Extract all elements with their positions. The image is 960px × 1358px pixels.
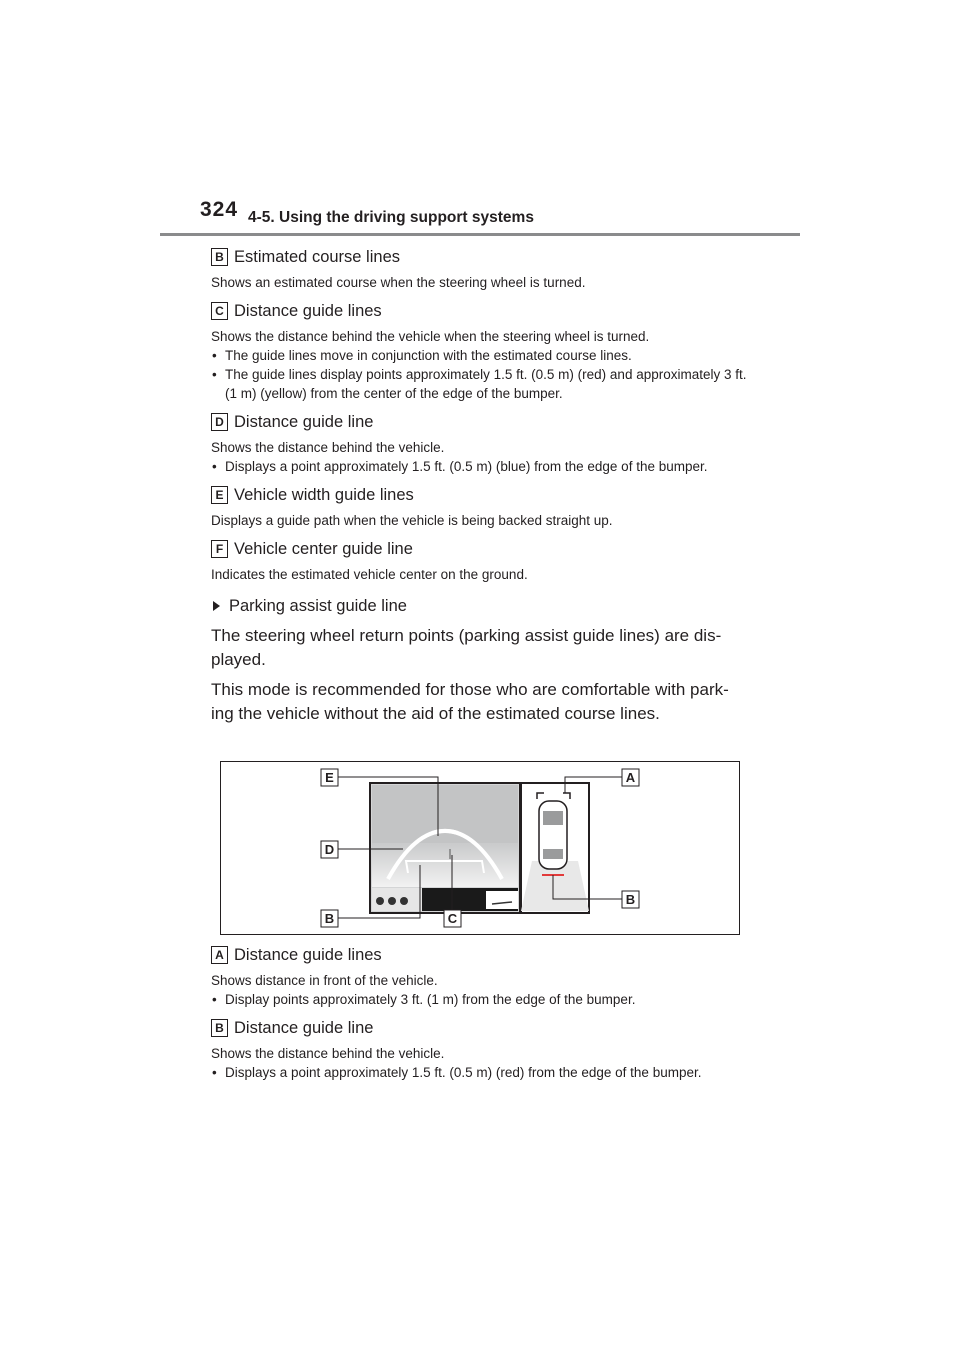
item-title: Distance guide lines xyxy=(234,301,382,320)
subsection-heading xyxy=(211,594,751,618)
mode-icon xyxy=(388,897,396,905)
callout-label-e: E xyxy=(325,770,334,785)
subsection-title: Parking assist guide line xyxy=(229,596,407,615)
item-description: Displays a guide path when the vehicle is being backed straight up. xyxy=(211,513,613,528)
item-description: Shows the distance behind the vehicle when the steering wheel is turned. xyxy=(211,329,650,344)
item-title: Distance guide line xyxy=(234,1018,374,1037)
item-title: Distance guide lines xyxy=(234,945,382,964)
item-description: Shows the distance behind the vehicle. xyxy=(211,440,445,455)
item-title: Estimated course lines xyxy=(234,247,400,266)
page-number: 324 xyxy=(200,198,239,221)
vehicle-windshield xyxy=(543,811,563,825)
item-estimated-course-lines xyxy=(211,246,751,292)
triangle-arrow-icon xyxy=(213,601,220,611)
item-description: Indicates the estimated vehicle center on the ground. xyxy=(211,567,528,582)
view-switch-panel xyxy=(486,891,518,909)
callout-label-b-bottom: B xyxy=(324,911,335,926)
letter-badge: A xyxy=(211,946,228,964)
item-rear-distance-guide-line xyxy=(211,1017,751,1082)
section-title: 4-5. Using the driving support systems xyxy=(248,209,534,226)
paragraph: The steering wheel return points (parking assist guide lines) are dis-played. xyxy=(211,626,722,669)
callout-label-a: A xyxy=(625,770,636,785)
mode-icon xyxy=(376,897,384,905)
letter-badge: D xyxy=(211,413,228,431)
item-distance-guide-line xyxy=(211,411,751,476)
camera-sky xyxy=(372,785,518,843)
content-bottom xyxy=(211,944,751,1082)
item-description: Shows an estimated course when the steering wheel is turned. xyxy=(211,275,586,290)
letter-badge: F xyxy=(211,540,228,558)
item-description: Shows distance in front of the vehicle. xyxy=(211,973,438,988)
callout-label-c: C xyxy=(447,911,458,926)
letter-badge: B xyxy=(211,1019,228,1037)
letter-badge: E xyxy=(211,486,228,504)
item-title: Vehicle center guide line xyxy=(234,539,413,558)
item-title: Vehicle width guide lines xyxy=(234,485,414,504)
item-vehicle-width-guide-lines xyxy=(211,484,751,530)
bullet-item: • Display points approximately 3 ft. (1 m) from the edge of the bumper. xyxy=(211,990,751,1009)
bullet-item: • The guide lines move in conjunction with the estimated course lines. xyxy=(211,346,751,365)
vehicle-rear-window xyxy=(543,849,563,859)
paragraph: This mode is recommended for those who are comfortable with park-ing the vehicle without the aid of the estimated course lines. xyxy=(211,680,729,723)
item-distance-guide-lines xyxy=(211,300,751,403)
letter-badge: C xyxy=(211,302,228,320)
header-divider xyxy=(160,233,800,236)
content-top xyxy=(211,246,751,726)
bullet-item: • The guide lines display points approximately 1.5 ft. (0.5 m) (red) and approximately 3 ft. (1 m) (yellow) from the center of the edge of the bumper. xyxy=(211,365,751,403)
item-title: Distance guide line xyxy=(234,412,374,431)
callout-label-b-right: B xyxy=(625,892,636,907)
bullet-item: • Displays a point approximately 1.5 ft. (0.5 m) (blue) from the edge of the bumper. xyxy=(211,457,751,476)
item-description: Shows the distance behind the vehicle. xyxy=(211,1046,445,1061)
item-front-distance-guide-lines xyxy=(211,944,751,1009)
camera-ground xyxy=(372,843,518,887)
letter-badge: B xyxy=(211,248,228,266)
screen-illustration xyxy=(220,761,740,935)
callout-label-d: D xyxy=(324,842,335,857)
mode-icon xyxy=(400,897,408,905)
bullet-item: • Displays a point approximately 1.5 ft. (0.5 m) (red) from the edge of the bumper. xyxy=(211,1063,751,1082)
item-vehicle-center-guide-line xyxy=(211,538,751,584)
parking-assist-figure xyxy=(220,761,740,935)
